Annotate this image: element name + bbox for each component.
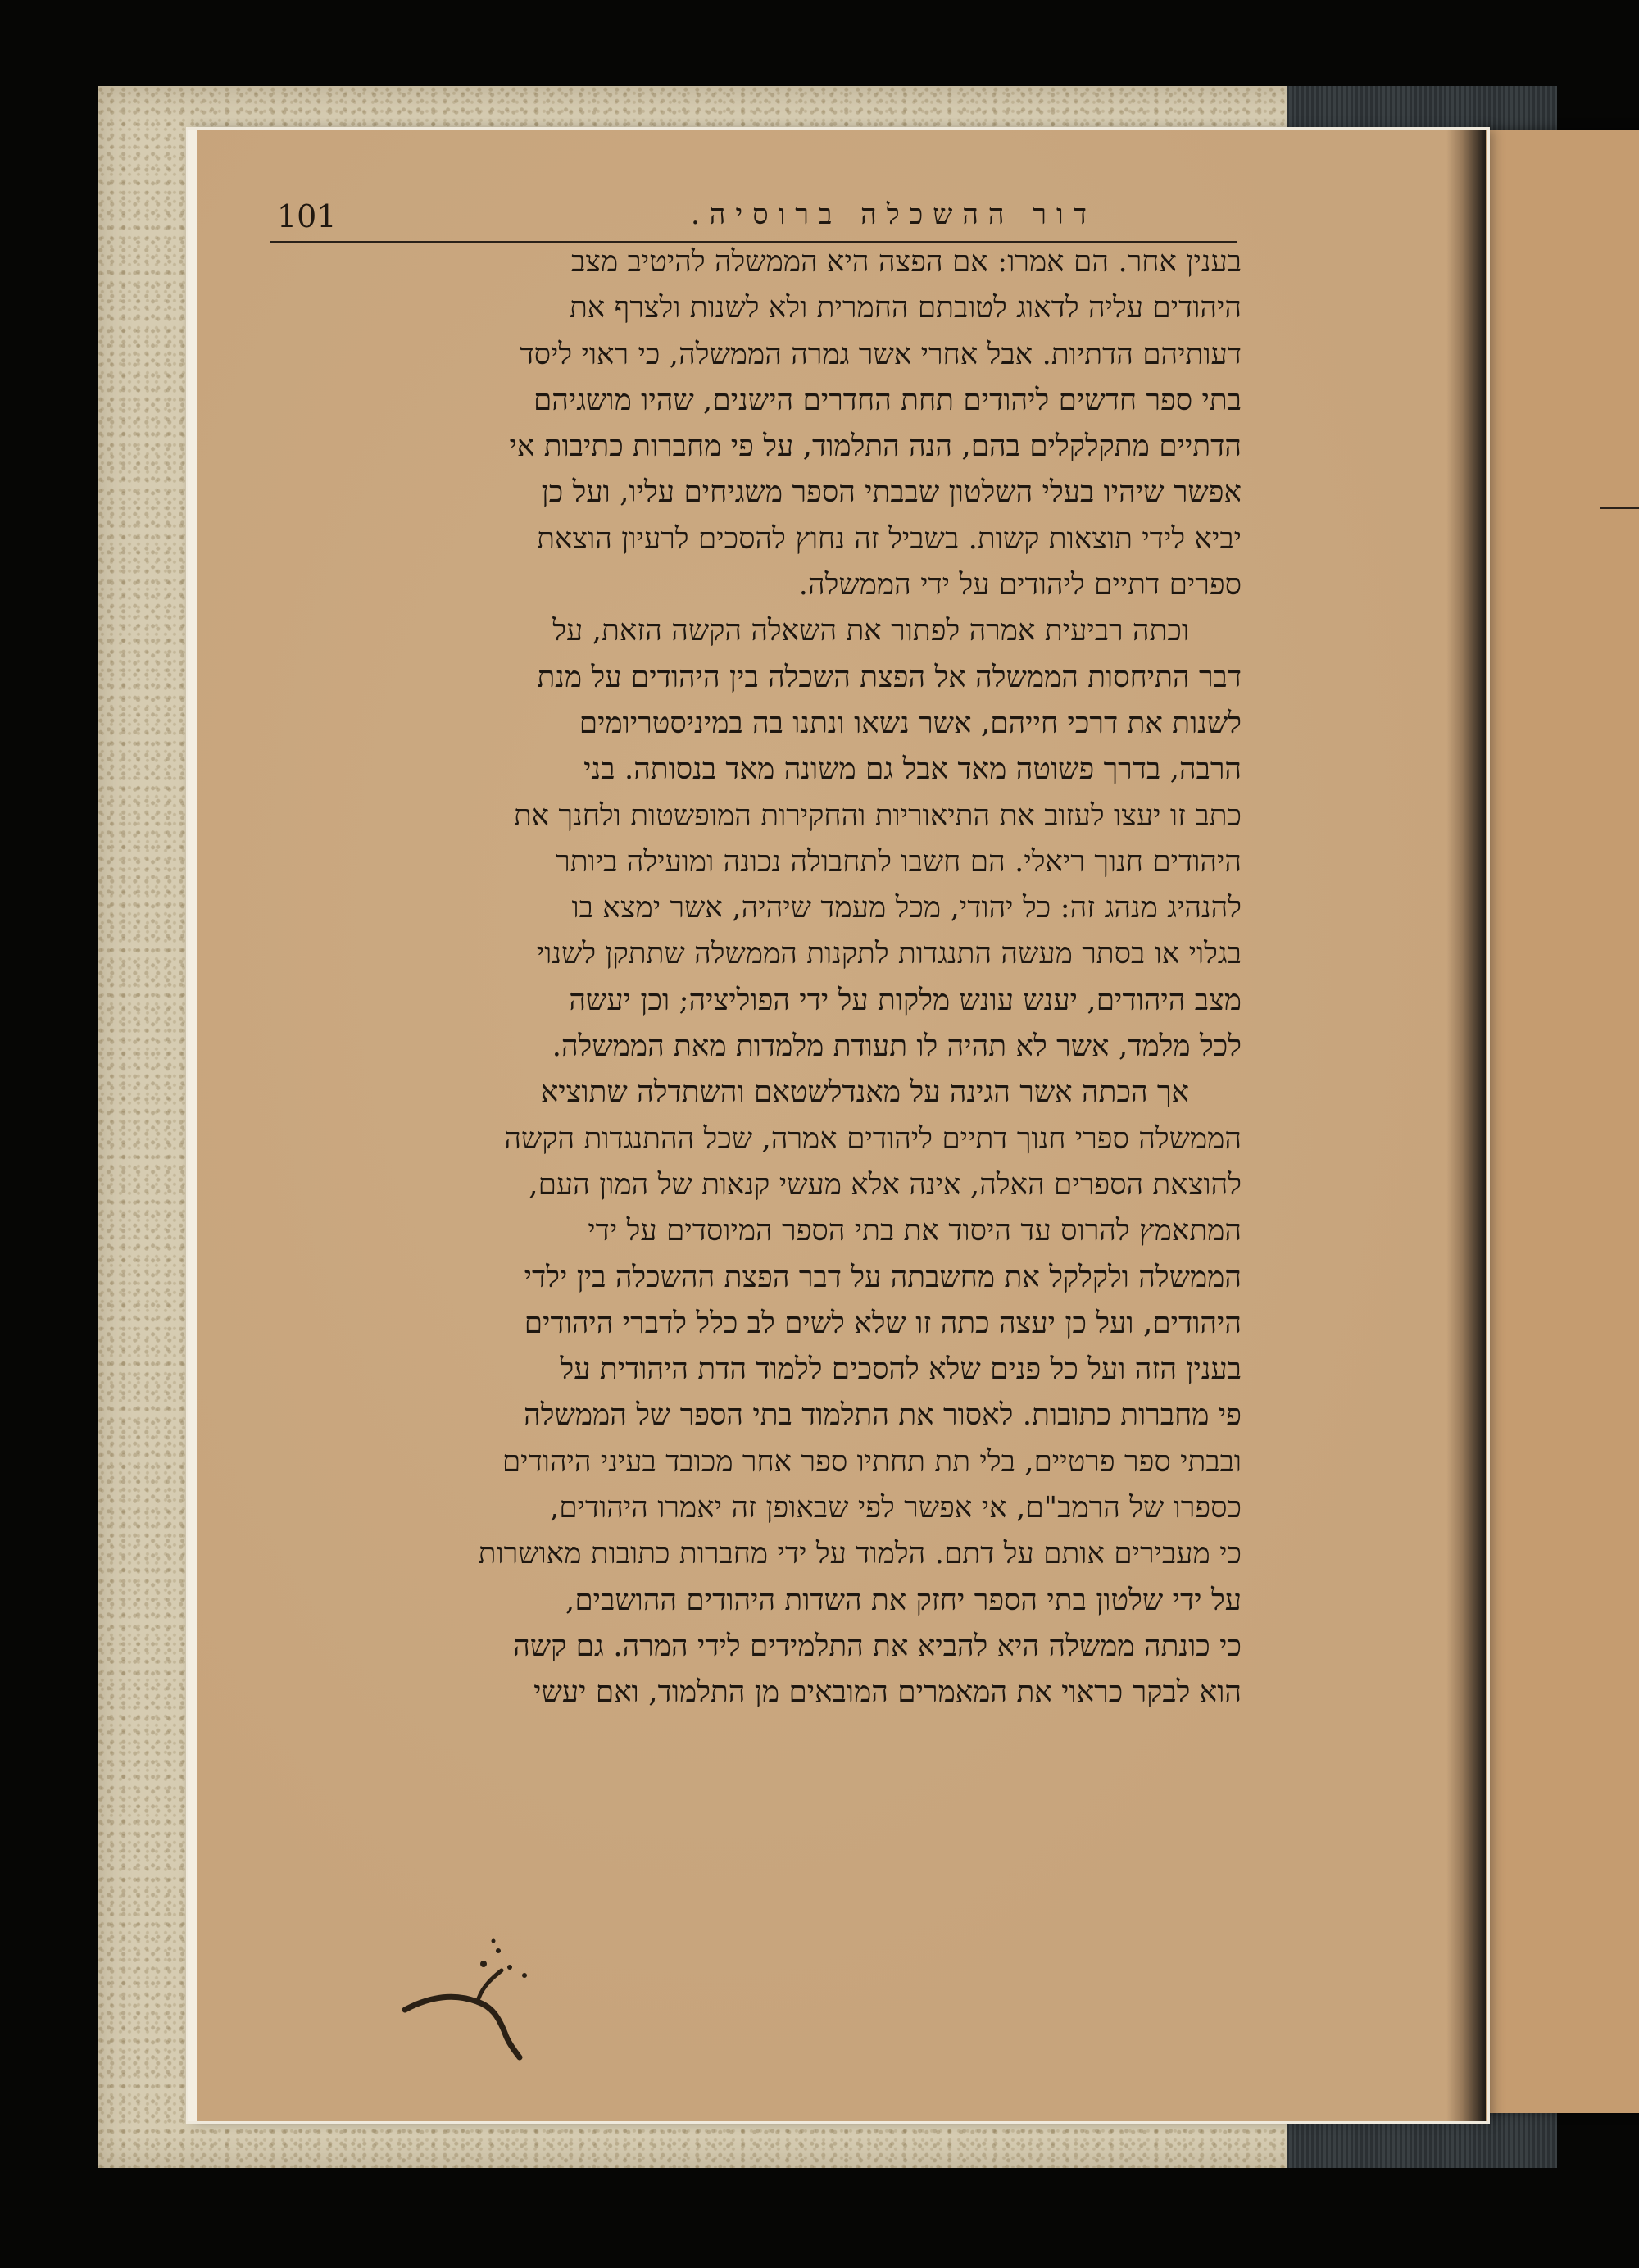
text-line: הממשלה ספרי חנוך דתיים ליהודים אמרה, שכל ההתנגדות הקשה	[504, 1121, 1242, 1156]
text-line: כי מעבירים אותם על דתם. הלמוד על ידי מחברות כתובות מאושרות	[478, 1537, 1242, 1571]
page-number: 101	[277, 198, 337, 234]
text-line: להוצאת הספרים האלה, אינה אלא מעשי קנאות של המון העם,	[529, 1167, 1242, 1202]
text-line: דבר התיחסות הממשלה אל הפצת השכלה בין היהודים על מנת	[537, 660, 1242, 694]
text-line: המתאמץ להרוס עד היסוד את בתי הספר המיוסדים על ידי	[588, 1214, 1242, 1248]
text-line: בענין אחר. הם אמרו: אם הפצה היא הממשלה להיטיב מצב	[570, 245, 1242, 279]
ink-mark	[402, 1934, 565, 2066]
facing-page-header-rule	[1600, 507, 1639, 509]
text-line: להנהיג מנהג זה: כל יהודי, מכל מעמד שיהיה, אשר ימצא בו	[571, 891, 1242, 925]
text-line: לכל מלמד, אשר לא תהיה לו תעודת מלמדות מאת הממשלה.	[552, 1029, 1242, 1064]
text-line: בגלוי או בסתר מעשה התנגדות לתקנות הממשלה שתתקן לשנוי	[536, 937, 1242, 971]
body-text	[266, 239, 1242, 1716]
page-gutter	[1446, 130, 1486, 2121]
text-line: הרבה, בדרך פשוטה מאד אבל גם משונה מאד בנסותה. בני	[583, 752, 1242, 787]
text-line: יביא לידי תוצאות קשות. בשביל זה נחוץ להסכים לרעיון הוצאת	[537, 521, 1242, 556]
text-line: הוא לבקר כראוי את המאמרים המובאים מן התלמוד, ואם יעשי	[533, 1675, 1242, 1710]
paragraph-start-line: וכתה רביעית אמרה לפתור את השאלה הקשה הזאת, על	[552, 614, 1189, 648]
text-line: כי כונתה ממשלה היא להביא את התלמידים לידי המרה. גם קשה	[513, 1629, 1242, 1663]
text-line: כתב זו יעצו לעזוב את התיאוריות והחקירות המופשטות ולחנך את	[513, 798, 1242, 833]
text-line: בענין הזה ועל כל פנים שלא להסכים ללמוד הדת היהודית על	[560, 1352, 1242, 1387]
text-line: כספרו של הרמב"ם, אי אפשר לפי שבאופן זה יאמרו היהודים,	[549, 1491, 1242, 1525]
text-line: על ידי שלטון בתי הספר יחזק את השדות היהודים ההושבים,	[565, 1583, 1242, 1617]
text-line: דעותיהם הדתיות. אבל אחרי אשר גמרה הממשלה, כי ראוי ליסד	[520, 337, 1242, 371]
text-line: ספרים דתיים ליהודים על ידי הממשלה.	[798, 568, 1242, 602]
text-line: הממשלה ולקלקל את מחשבתה על דבר הפצת ההשכלה בין ילדי	[524, 1260, 1242, 1294]
paragraph-start-line: אך הכתה אשר הגינה על מאנדלשטאם והשתדלה שתוציא	[540, 1075, 1189, 1110]
text-line: פי מחברות כתובות. לאסור את התלמוד בתי הספר של הממשלה	[524, 1398, 1242, 1433]
text-line: היהודים חנוך ריאלי. הם חשבו לתחבולה נכונה ומועילה ביותר	[556, 844, 1242, 879]
text-line: ובבתי ספר פרטיים, בלי תת תחתיו ספר אחר מכובד בעיני היהודים	[502, 1444, 1242, 1479]
facing-page-edge	[1485, 130, 1639, 2113]
running-title: דור ההשכלה ברוסיה.	[690, 198, 1096, 231]
text-line: אפשר שיהיו בעלי השלטון שבבתי הספר משגיחים עליו, ועל כן	[541, 475, 1242, 510]
text-line: הדתיים מתקלקלים בהם, הנה התלמוד, על פי מחברות כתיבות אי	[509, 430, 1242, 464]
text-line: בתי ספר חדשים ליהודים תחת החדרים הישנים, שהיו מושגיהם	[533, 383, 1242, 417]
text-line: לשנות את דרכי חייהם, אשר נשאו ונתנו בה במיניסטריומים	[579, 706, 1242, 740]
text-line: מצב היהודים, יענש עונש מלקות על ידי הפוליציה; וכן יעשה	[569, 983, 1242, 1017]
page-header	[270, 195, 1237, 243]
text-line: היהודים עליה לדאוג לטובתם החמרית ולא לשנות ולצרף את	[569, 291, 1242, 325]
text-line: היהודים, ועל כן יעצה כתה זו שלא לשים לב כלל לדברי היהודים	[524, 1306, 1242, 1340]
